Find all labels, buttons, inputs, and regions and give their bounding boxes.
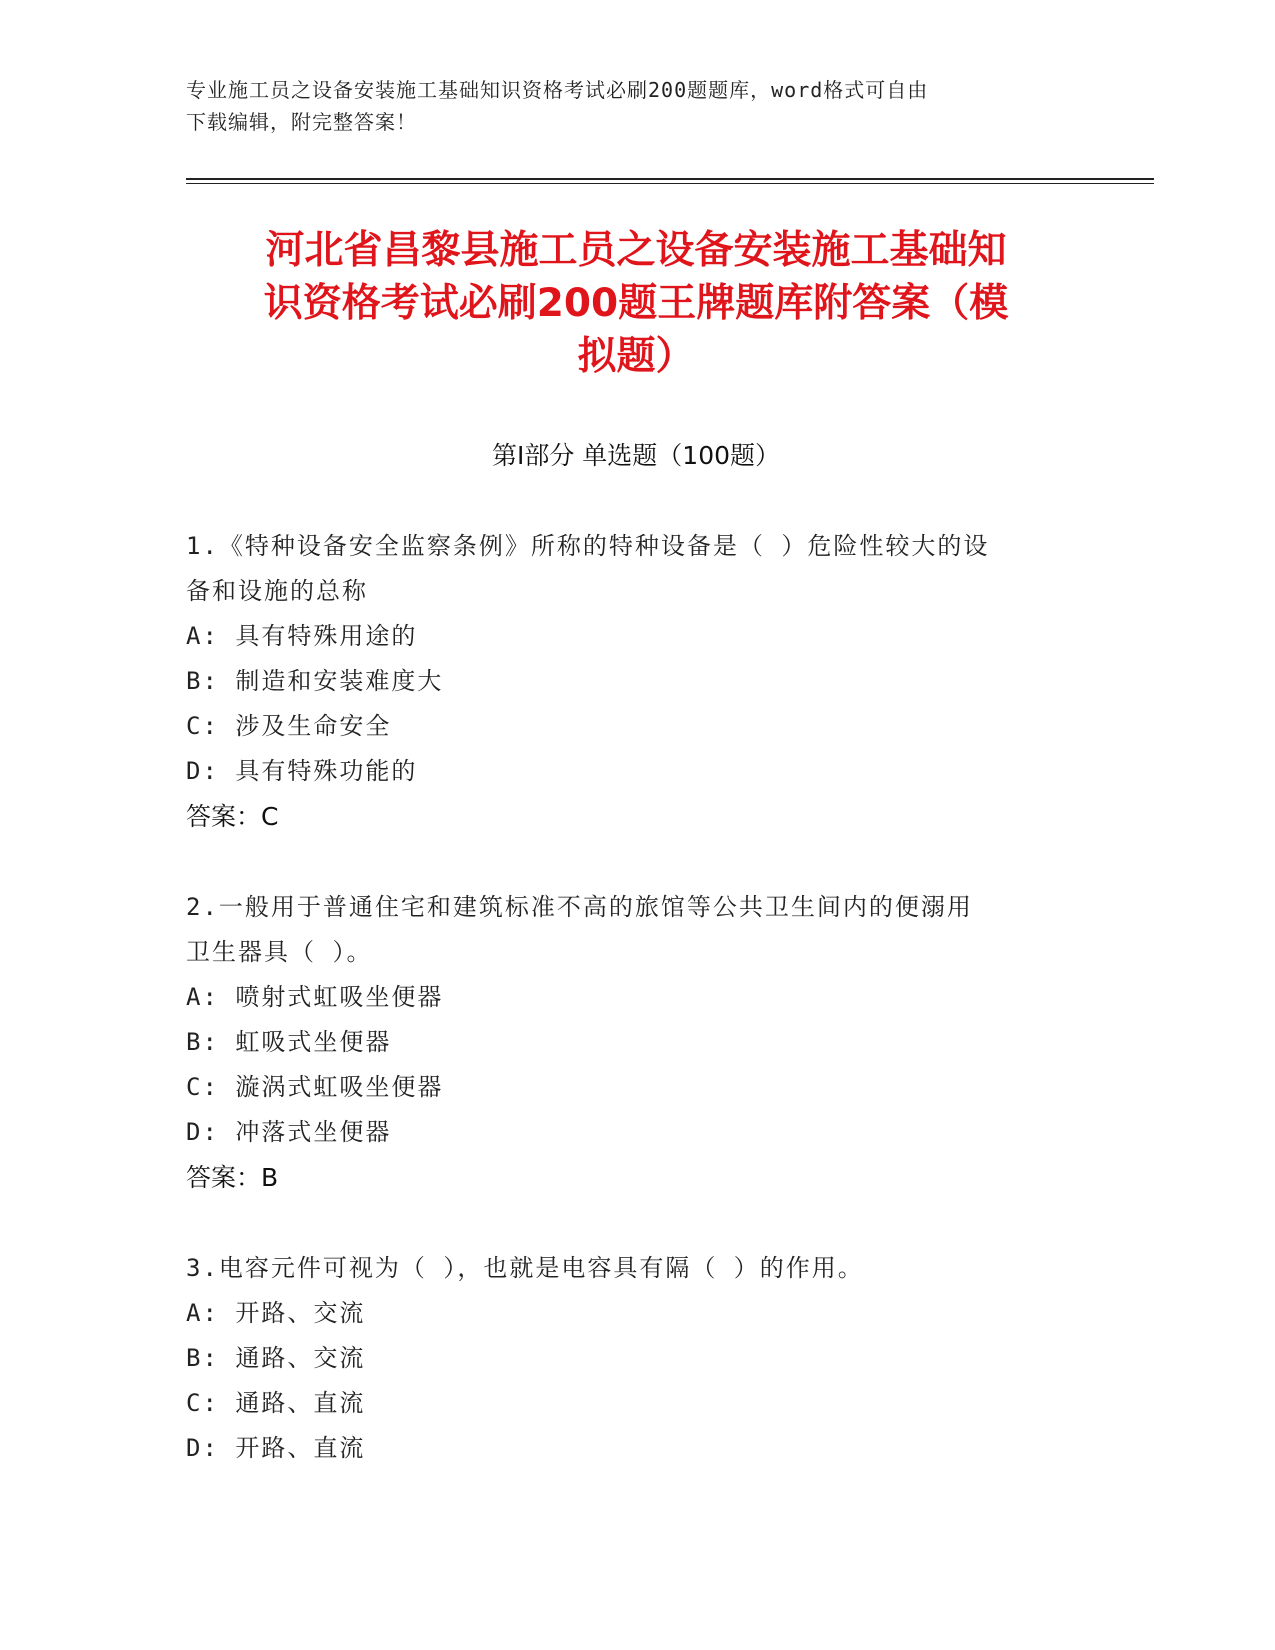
question-list <box>186 524 1076 1517</box>
header-note <box>186 74 1066 138</box>
header-note-line2: 下载编辑，附完整答案！ <box>186 110 417 134</box>
question-text-line: 2.一般用于普通住宅和建筑标准不高的旅馆等公共卫生间内的便溺用 <box>186 893 973 921</box>
option-b: B: 通路、交流 <box>186 1344 366 1372</box>
question-text-line: 卫生器具（ ）。 <box>186 938 373 966</box>
option-a: A: 喷射式虹吸坐便器 <box>186 983 444 1011</box>
option-c: C: 涉及生命安全 <box>186 712 392 740</box>
header-note-line1: 专业施工员之设备安装施工基础知识资格考试必刷200题题库，word格式可自由 <box>186 78 929 102</box>
section-heading: 第Ⅰ部分 单选题（100题） <box>491 441 781 470</box>
answer: 答案：B <box>186 1163 279 1192</box>
question-1 <box>186 524 1076 839</box>
option-b: B: 制造和安装难度大 <box>186 667 444 695</box>
title-line2: 识资格考试必刷200题王牌题库附答案（模 <box>263 281 1009 326</box>
option-a: A: 开路、交流 <box>186 1299 366 1327</box>
option-a: A: 具有特殊用途的 <box>186 622 418 650</box>
header-divider-thin <box>186 183 1154 184</box>
title-line3: 拟题） <box>577 334 695 379</box>
answer: 答案：C <box>186 802 279 831</box>
option-b: B: 虹吸式坐便器 <box>186 1028 392 1056</box>
question-text-line: 1.《特种设备安全监察条例》所称的特种设备是（ ）危险性较大的设 <box>186 532 990 560</box>
option-d: D: 冲落式坐便器 <box>186 1118 392 1146</box>
option-d: D: 开路、直流 <box>186 1434 366 1462</box>
question-2 <box>186 885 1076 1200</box>
question-3 <box>186 1246 1076 1471</box>
question-text-line: 3.电容元件可视为（ ），也就是电容具有隔（ ）的作用。 <box>186 1254 864 1282</box>
document-title <box>186 224 1086 383</box>
title-line1: 河北省昌黎县施工员之设备安装施工基础知 <box>265 228 1007 273</box>
option-d: D: 具有特殊功能的 <box>186 757 418 785</box>
option-c: C: 通路、直流 <box>186 1389 366 1417</box>
option-c: C: 漩涡式虹吸坐便器 <box>186 1073 444 1101</box>
question-text-line: 备和设施的总称 <box>186 577 368 605</box>
header-divider-thick <box>186 178 1154 180</box>
